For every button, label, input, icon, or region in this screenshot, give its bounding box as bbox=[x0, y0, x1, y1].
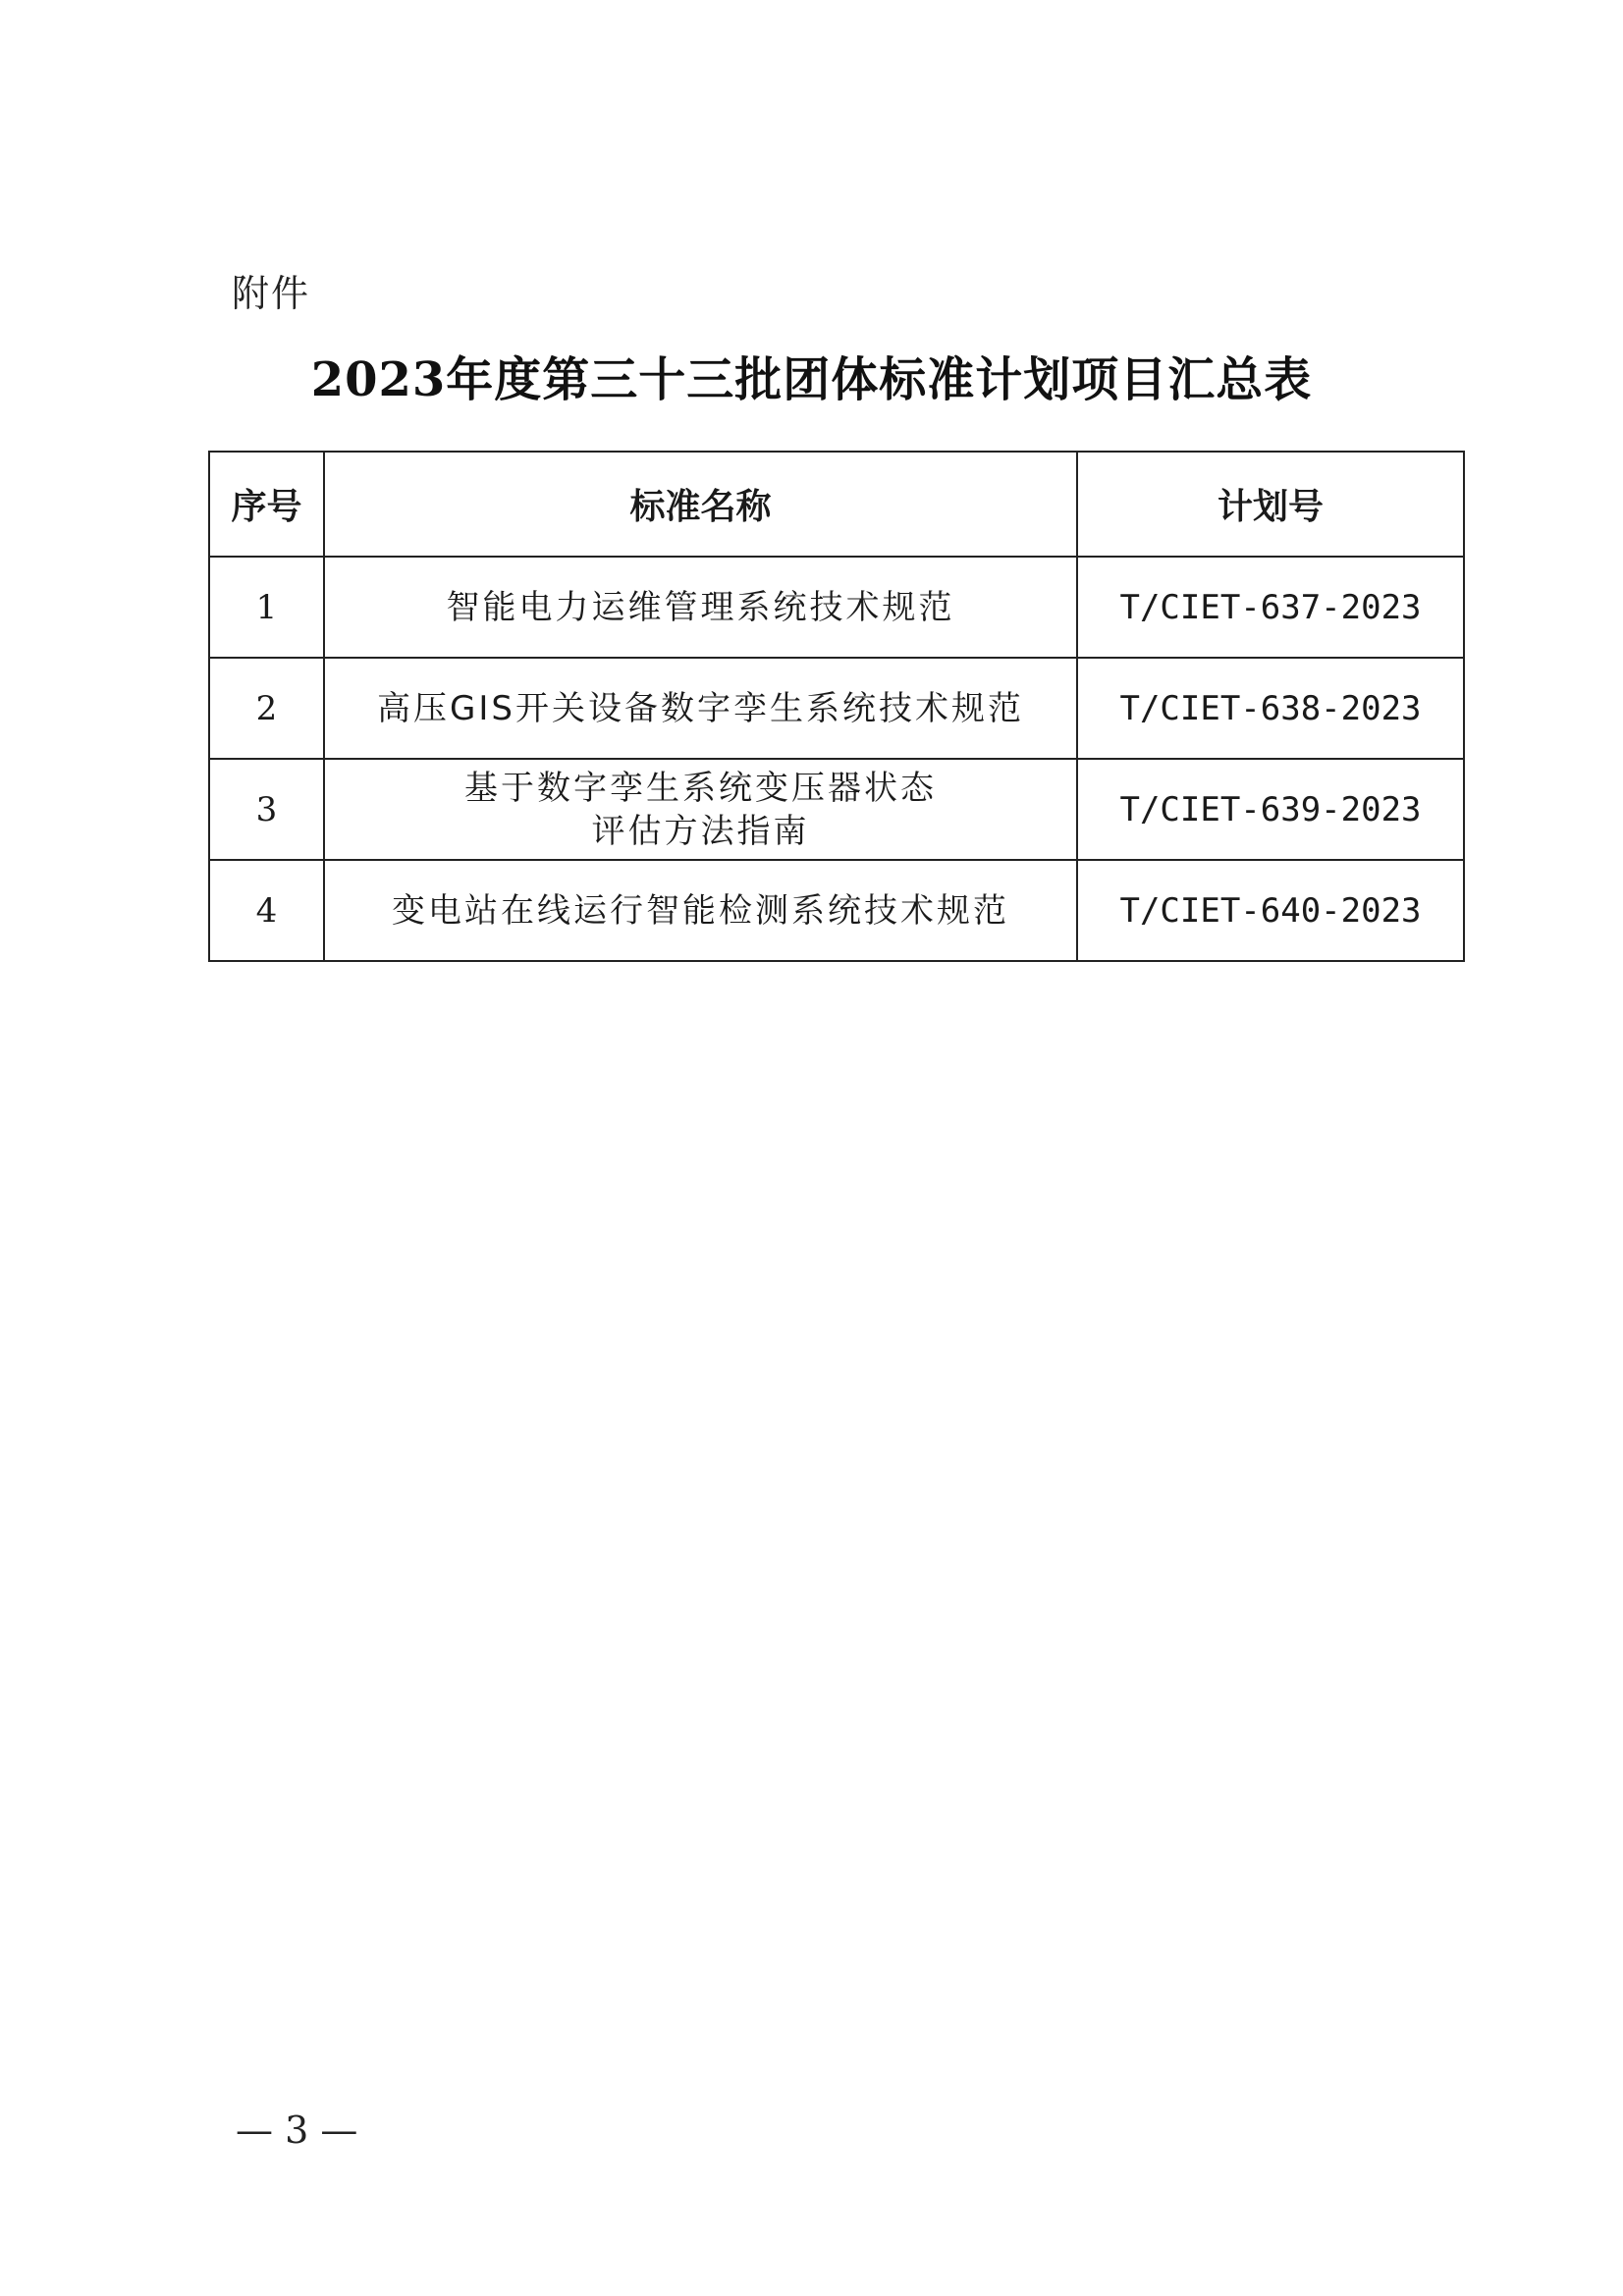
standard-name-line: 高压GIS开关设备数字孪生系统技术规范 bbox=[377, 688, 1024, 728]
row-plan-number: T/CIET-640-2023 bbox=[1077, 860, 1464, 961]
row-plan-number: T/CIET-637-2023 bbox=[1077, 557, 1464, 658]
standard-name-line: 变电站在线运行智能检测系统技术规范 bbox=[392, 890, 1009, 931]
header-index: 序号 bbox=[209, 452, 324, 557]
page-title: 2023年度第三十三批团体标准计划项目汇总表 bbox=[310, 352, 1313, 407]
table-row bbox=[209, 658, 1464, 759]
page-number: — 3 — bbox=[236, 2109, 358, 2152]
row-index: 1 bbox=[209, 557, 324, 658]
standard-name-line: 基于数字孪生系统变压器状态 bbox=[464, 768, 937, 808]
row-standard-name bbox=[324, 557, 1077, 658]
table-row bbox=[209, 759, 1464, 860]
row-standard-name bbox=[324, 658, 1077, 759]
standards-table bbox=[208, 451, 1465, 962]
row-index: 4 bbox=[209, 860, 324, 961]
row-standard-name bbox=[324, 860, 1077, 961]
table-row bbox=[209, 557, 1464, 658]
row-index: 3 bbox=[209, 759, 324, 860]
header-standard-name: 标准名称 bbox=[324, 452, 1077, 557]
row-plan-number: T/CIET-638-2023 bbox=[1077, 658, 1464, 759]
header-plan-number: 计划号 bbox=[1077, 452, 1464, 557]
row-plan-number: T/CIET-639-2023 bbox=[1077, 759, 1464, 860]
row-standard-name bbox=[324, 759, 1077, 860]
table-row bbox=[209, 860, 1464, 961]
standard-name-line: 评估方法指南 bbox=[591, 811, 810, 851]
attachment-label: 附件 bbox=[232, 272, 311, 315]
row-index: 2 bbox=[209, 658, 324, 759]
table-header-row bbox=[209, 452, 1464, 557]
standard-name-line: 智能电力运维管理系统技术规范 bbox=[446, 587, 955, 627]
